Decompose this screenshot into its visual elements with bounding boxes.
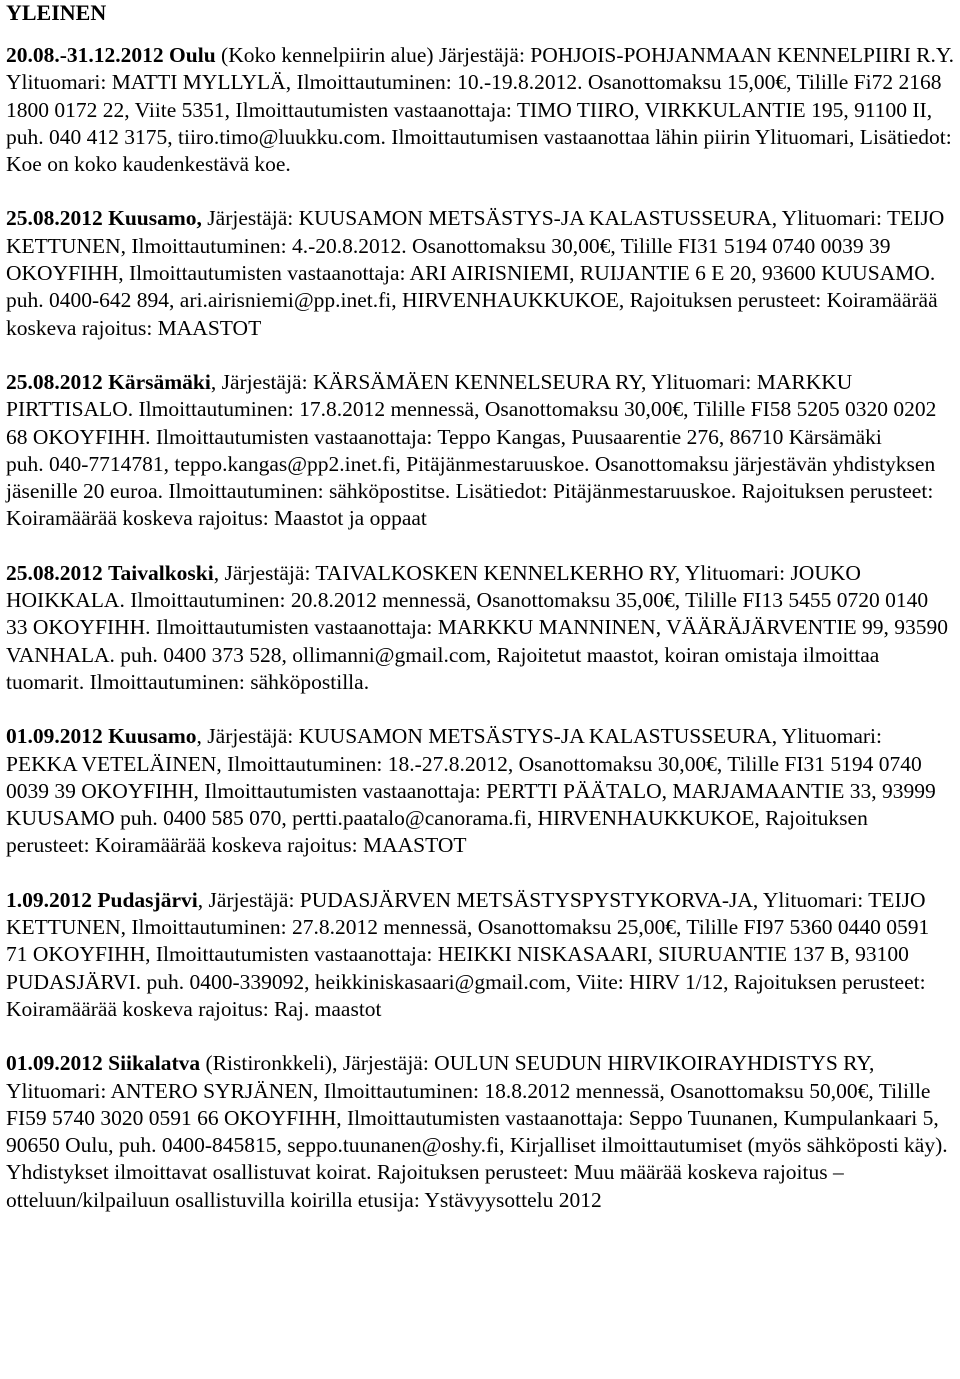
event-location: Pudasjärvi <box>97 887 198 912</box>
event-location: Oulu <box>169 43 216 67</box>
event-entry-5 <box>6 723 954 859</box>
event-location: Kuusamo <box>108 724 197 749</box>
event-details: (Koko kennelpiirin alue) Järjestäjä: POHJOIS-POHJANMAAN KENNELPIIRI R.Y. Ylituomari: MATTI MYLLYLÄ, Ilmoittautuminen: 10.-19.8.2012. Osanottomaksu 15,00€, Tilille Fi72 2168 1800 0172 22, Viite 5351, Ilmoittautumisten vastaanottaja: TIMO TIIRO, VIRKKULANTIE 195, 91100 II, puh. 040 412 3175, tiiro.timo@luukku.com. Ilmoittautumisen vastaanottaa lähin piirin Ylituomari, Lisätiedot: Koe on koko kaudenkestävä koe. <box>6 43 959 177</box>
event-date: 25.08.2012 <box>6 369 103 394</box>
event-date: 01.09.2012 <box>6 1051 103 1076</box>
event-location: Kuusamo, <box>108 206 202 231</box>
event-entry-3 <box>6 369 954 533</box>
event-entry-6 <box>6 887 954 1023</box>
event-location: Kärsämäki <box>108 369 211 394</box>
event-date: 25.08.2012 <box>6 206 103 231</box>
event-entry-2 <box>6 205 954 341</box>
event-location: Taivalkoski <box>108 560 214 585</box>
event-date: 20.08.-31.12.2012 <box>6 43 164 67</box>
event-date: 1.09.2012 <box>6 887 92 912</box>
section-heading: YLEINEN <box>6 0 107 25</box>
event-date: 25.08.2012 <box>6 560 103 585</box>
event-details: , Järjestäjä: PUDASJÄRVEN METSÄSTYSPYSTYKORVA-JA, Ylituomari: TEIJO KETTUNEN, Ilmoittautuminen: 27.8.2012 mennessä, Osanottomaksu 25,00€, Tilille FI97 5360 0440 0591 71 OKOYFIHH, Ilmoittautumisten vastaanottaja: HEIKKI NISKASAARI, SIURUANTIE 137 B, 93100 PUDASJÄRVI. puh. 0400-339092, heikkiniskasaari@gmail.com, Viite: HIRV 1/12, Rajoituksen perusteet: Koiramäärää koskeva rajoitus: Raj. maastot <box>6 887 935 1021</box>
event-entry-7 <box>6 1050 954 1214</box>
event-details: (Ristironkkeli), Järjestäjä: OULUN SEUDUN HIRVIKOIRAYHDISTYS RY, Ylituomari: ANTERO SYRJÄNEN, Ilmoittautuminen: 18.8.2012 mennessä, Osanottomaksu 50,00€, Tilille FI59 5740 3020 0591 66 OKOYFIHH, Ilmoittautumisten vastaanottaja: Seppo Tuunanen, Kumpulankaari 5, 90650 Oulu, puh. 0400-845815, seppo.tuunanen@oshy.fi, Kirjalliset ilmoittautumiset (myös sähköposti käy). Yhdistykset ilmoittavat osallistuvat koirat. Rajoituksen perusteet: Muu määrää koskeva rajoitus – otteluun/kilpailuun osallistuvilla koirilla etusija: Ystävyysottelu 2012 <box>6 1051 953 1212</box>
event-location: Siikalatva <box>108 1051 201 1076</box>
event-details: , Järjestäjä: TAIVALKOSKEN KENNELKERHO RY, Ylituomari: JOUKO HOIKKALA. Ilmoittautuminen: 20.8.2012 mennessä, Osanottomaksu 35,00€, Tilille FI13 5455 0720 0140 33 OKOYFIHH. Ilmoittautumisten vastaanottaja: MARKKU MANNINEN, VÄÄRÄJÄRVENTIE 99, 93590 VANHALA. puh. 0400 373 528, ollimanni@gmail.com, Rajoitetut maastot, koiran omistaja ilmoittaa tuomarit. Ilmoittautuminen: sähköpostilla. <box>6 560 954 694</box>
event-details: , Järjestäjä: KÄRSÄMÄEN KENNELSEURA RY, Ylituomari: MARKKU PIRTTISALO. Ilmoittautuminen: 17.8.2012 mennessä, Osanottomaksu 30,00€, Tilille FI58 5205 0320 0202 68 OKOYFIHH. Ilmoittautumisten vastaanottaja: Teppo Kangas, Puusaarentie 276, 86710 Kärsämäki puh. 040-7714781, teppo.kangas@pp2.inet.fi, Pitäjänmestaruuskoe. Osanottomaksu järjestävän yhdistyksen jäsenille 20 euroa. Ilmoittautuminen: sähköpostitse. Lisätiedot: Pitäjänmestaruuskoe. Rajoituksen perusteet: Koiramäärää koskeva rajoitus: Maastot ja oppaat <box>6 369 937 531</box>
event-entry-4 <box>6 560 954 696</box>
event-details: , Järjestäjä: KUUSAMON METSÄSTYS-JA KALASTUSSEURA, Ylituomari: PEKKA VETELÄINEN, Ilmoittautuminen: 18.-27.8.2012, Osanottomaksu 30,00€, Tilille FI31 5194 0740 0039 39 OKOYFIHH, Ilmoittautumisten vastaanottaja: PERTTI PÄÄTALO, MARJAMAANTIE 33, 93999 KUUSAMO puh. 0400 585 070, pertti.paatalo@canorama.fi, HIRVENHAUKKUKOE, Rajoituksen perusteet: Koiramäärää koskeva rajoitus: MAASTOT <box>6 724 942 858</box>
event-date: 01.09.2012 <box>6 724 103 749</box>
event-entry-1 <box>6 42 959 178</box>
event-details: Järjestäjä: KUUSAMON METSÄSTYS-JA KALASTUSSEURA, Ylituomari: TEIJO KETTUNEN, Ilmoittautuminen: 4.-20.8.2012. Osanottomaksu 30,00€, Tilille FI31 5194 0740 0039 39 OKOYFIHH, Ilmoittautumisten vastaanottaja: ARI AIRISNIEMI, RUIJANTIE 6 E 20, 93600 KUUSAMO. puh. 0400-642 894, ari.airisniemi@pp.inet.fi, HIRVENHAUKKUKOE, Rajoituksen perusteet: Koiramäärää koskeva rajoitus: MAASTOT <box>6 206 950 340</box>
